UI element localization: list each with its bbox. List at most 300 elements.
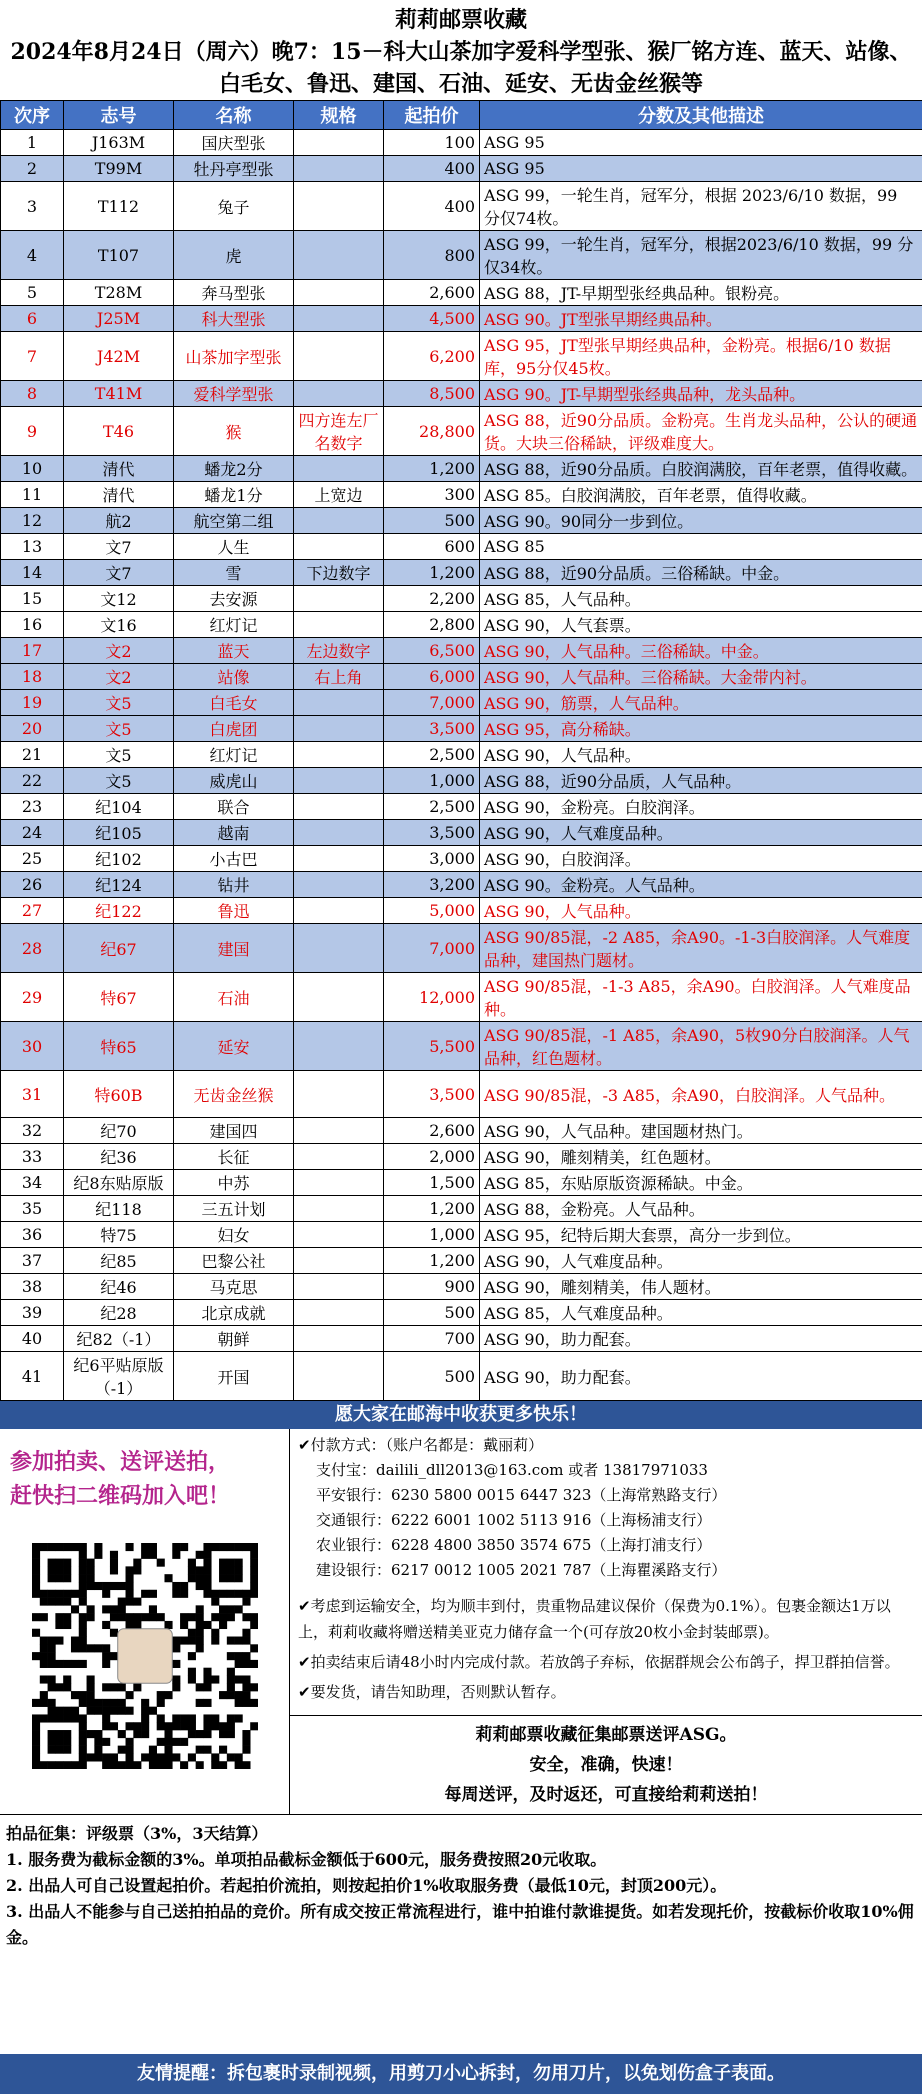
qr-module bbox=[125, 1621, 133, 1629]
qr-module bbox=[63, 1675, 71, 1683]
cell-name: 长征 bbox=[174, 1144, 294, 1170]
qr-module bbox=[242, 1598, 250, 1606]
qr-module bbox=[195, 1761, 203, 1769]
qr-module bbox=[94, 1582, 102, 1590]
qr-module bbox=[187, 1637, 195, 1645]
qr-module bbox=[32, 1566, 40, 1574]
qr-module bbox=[250, 1543, 258, 1551]
cell-no: 12 bbox=[1, 508, 64, 534]
qr-module bbox=[250, 1699, 258, 1707]
cell-desc: ASG 88，近90分品质。金粉亮。生肖龙头品种，公认的硬通货。大块三俗稀缺，评级难度大。 bbox=[480, 407, 922, 456]
cell-code: 特75 bbox=[64, 1222, 174, 1248]
cell-no: 31 bbox=[1, 1071, 64, 1118]
qr-module bbox=[47, 1590, 55, 1598]
table-row bbox=[1, 612, 922, 638]
qr-module bbox=[203, 1675, 211, 1683]
cell-no: 24 bbox=[1, 820, 64, 846]
qr-module bbox=[234, 1652, 242, 1660]
qr-module bbox=[39, 1761, 47, 1769]
cell-name: 蟠龙1分 bbox=[174, 482, 294, 508]
info-section bbox=[0, 1429, 922, 1815]
cell-desc: ASG 85，东贴原版资源稀缺。中金。 bbox=[480, 1170, 922, 1196]
cell-no: 40 bbox=[1, 1326, 64, 1352]
qr-module bbox=[187, 1629, 195, 1637]
cell-no: 36 bbox=[1, 1222, 64, 1248]
table-row bbox=[1, 742, 922, 768]
qr-module bbox=[250, 1590, 258, 1598]
table-row bbox=[1, 508, 922, 534]
qr-module bbox=[219, 1605, 227, 1613]
qr-module bbox=[203, 1551, 211, 1559]
cell-price: 7,000 bbox=[384, 690, 480, 716]
promo-line: 参加拍卖、送评送拍， bbox=[10, 1449, 231, 1475]
qr-module bbox=[63, 1730, 71, 1738]
qr-module bbox=[102, 1605, 110, 1613]
qr-module bbox=[63, 1761, 71, 1769]
qr-module bbox=[32, 1574, 40, 1582]
qr-module bbox=[133, 1621, 141, 1629]
cell-code: 纪8东贴原版 bbox=[64, 1170, 174, 1196]
cell-code: 特65 bbox=[64, 1022, 174, 1071]
qr-module bbox=[39, 1699, 47, 1707]
qr-module bbox=[78, 1753, 86, 1761]
table-row bbox=[1, 332, 922, 381]
qr-module bbox=[102, 1738, 110, 1746]
qr-module bbox=[148, 1590, 156, 1598]
cell-code: T41M bbox=[64, 381, 174, 407]
col-header-price: 起拍价 bbox=[384, 101, 480, 130]
cell-desc: ASG 88，JT-早期型张经典品种。银粉亮。 bbox=[480, 280, 922, 306]
cell-spec bbox=[294, 1300, 384, 1326]
cell-code: 纪118 bbox=[64, 1196, 174, 1222]
qr-module bbox=[156, 1714, 164, 1722]
qr-module bbox=[250, 1582, 258, 1590]
qr-module bbox=[47, 1746, 55, 1754]
qr-module bbox=[125, 1746, 133, 1754]
qr-module bbox=[242, 1660, 250, 1668]
qr-module bbox=[164, 1722, 172, 1730]
cell-name: 开国 bbox=[174, 1352, 294, 1401]
qr-module bbox=[195, 1613, 203, 1621]
qr-module bbox=[47, 1683, 55, 1691]
cell-name: 越南 bbox=[174, 820, 294, 846]
cell-price: 1,000 bbox=[384, 1222, 480, 1248]
qr-module bbox=[70, 1543, 78, 1551]
qr-module bbox=[39, 1543, 47, 1551]
qr-module bbox=[55, 1637, 63, 1645]
table-row bbox=[1, 1071, 922, 1118]
table-row bbox=[1, 794, 922, 820]
cell-desc: ASG 90/85混，-1-3 A85，余A90。白胶润泽。人气难度品种。 bbox=[480, 973, 922, 1022]
qr-module bbox=[242, 1675, 250, 1683]
cell-desc: ASG 95 bbox=[480, 130, 922, 156]
cell-spec bbox=[294, 1144, 384, 1170]
cell-desc: ASG 88，近90分品质。三俗稀缺。中金。 bbox=[480, 560, 922, 586]
cell-spec bbox=[294, 1326, 384, 1352]
cell-price: 500 bbox=[384, 1300, 480, 1326]
slogan bbox=[290, 1715, 922, 1814]
cell-name: 国庆型张 bbox=[174, 130, 294, 156]
header bbox=[0, 0, 922, 100]
cell-spec: 右上角 bbox=[294, 664, 384, 690]
qr-module bbox=[203, 1668, 211, 1676]
qr-module bbox=[195, 1699, 203, 1707]
table-row bbox=[1, 586, 922, 612]
qr-module bbox=[70, 1761, 78, 1769]
cell-code: 文12 bbox=[64, 586, 174, 612]
qr-module bbox=[187, 1714, 195, 1722]
cell-price: 2,600 bbox=[384, 280, 480, 306]
qr-module bbox=[250, 1551, 258, 1559]
qr-module bbox=[250, 1559, 258, 1567]
qr-module bbox=[203, 1722, 211, 1730]
cell-desc: ASG 90，人气品种。 bbox=[480, 898, 922, 924]
qr-module bbox=[47, 1699, 55, 1707]
qr-module bbox=[195, 1574, 203, 1582]
qr-module bbox=[234, 1699, 242, 1707]
col-header-spec: 规格 bbox=[294, 101, 384, 130]
qr-module bbox=[226, 1590, 234, 1598]
qr-module bbox=[172, 1683, 180, 1691]
qr-module bbox=[70, 1707, 78, 1715]
cell-no: 28 bbox=[1, 924, 64, 973]
qr-module bbox=[55, 1714, 63, 1722]
cell-price: 1,200 bbox=[384, 560, 480, 586]
qr-module bbox=[117, 1707, 125, 1715]
cell-name: 妇女 bbox=[174, 1222, 294, 1248]
qr-module bbox=[172, 1644, 180, 1652]
table-row bbox=[1, 1144, 922, 1170]
qr-module bbox=[102, 1590, 110, 1598]
cell-no: 32 bbox=[1, 1118, 64, 1144]
qr-module bbox=[172, 1722, 180, 1730]
cell-name: 石油 bbox=[174, 973, 294, 1022]
cell-price: 6,200 bbox=[384, 332, 480, 381]
cell-desc: ASG 88，近90分品质，人气品种。 bbox=[480, 768, 922, 794]
qr-module bbox=[125, 1738, 133, 1746]
qr-module bbox=[39, 1714, 47, 1722]
qr-module bbox=[219, 1543, 227, 1551]
qr-module bbox=[203, 1621, 211, 1629]
qr-module bbox=[102, 1660, 110, 1668]
table-row bbox=[1, 1326, 922, 1352]
cell-desc: ASG 95，高分稀缺。 bbox=[480, 716, 922, 742]
cell-code: T112 bbox=[64, 182, 174, 231]
qr-module bbox=[86, 1730, 94, 1738]
qr-module bbox=[102, 1714, 110, 1722]
qr-module bbox=[141, 1590, 149, 1598]
qr-module bbox=[148, 1605, 156, 1613]
cell-spec bbox=[294, 1274, 384, 1300]
cell-desc: ASG 95，JT型张早期经典品种，金粉亮。根据6/10 数据库，95分仅45枚。 bbox=[480, 332, 922, 381]
qr-module bbox=[125, 1613, 133, 1621]
qr-module bbox=[211, 1598, 219, 1606]
qr-module bbox=[234, 1590, 242, 1598]
cell-desc: ASG 90/85混，-3 A85，余A90，白胶润泽。人气品种。 bbox=[480, 1071, 922, 1118]
cell-no: 7 bbox=[1, 332, 64, 381]
qr-module bbox=[203, 1746, 211, 1754]
cell-spec bbox=[294, 716, 384, 742]
qr-module bbox=[94, 1551, 102, 1559]
qr-code[interactable] bbox=[32, 1543, 258, 1769]
qr-module bbox=[86, 1613, 94, 1621]
qr-module bbox=[172, 1714, 180, 1722]
cell-spec bbox=[294, 612, 384, 638]
table-row bbox=[1, 280, 922, 306]
qr-module bbox=[219, 1590, 227, 1598]
cell-price: 100 bbox=[384, 130, 480, 156]
qr-module bbox=[203, 1590, 211, 1598]
qr-module bbox=[133, 1598, 141, 1606]
cell-price: 6,500 bbox=[384, 638, 480, 664]
qr-module bbox=[86, 1574, 94, 1582]
cell-name: 爱科学型张 bbox=[174, 381, 294, 407]
qr-module bbox=[125, 1582, 133, 1590]
qr-module bbox=[32, 1699, 40, 1707]
cell-name: 站像 bbox=[174, 664, 294, 690]
qr-module bbox=[180, 1621, 188, 1629]
qr-module bbox=[250, 1566, 258, 1574]
table-row bbox=[1, 1196, 922, 1222]
qr-module bbox=[203, 1683, 211, 1691]
qr-module bbox=[125, 1566, 133, 1574]
cell-desc: ASG 88，近90分品质。白胶润满胶，百年老票，值得收藏。 bbox=[480, 456, 922, 482]
cell-desc: ASG 90/85混，-2 A85，余A90。-1-3白胶润泽。人气难度品种，建国热门题材。 bbox=[480, 924, 922, 973]
cell-code: T46 bbox=[64, 407, 174, 456]
qr-module bbox=[133, 1730, 141, 1738]
qr-module bbox=[63, 1574, 71, 1582]
cell-desc: ASG 90，雕刻精美，伟人题材。 bbox=[480, 1274, 922, 1300]
cell-desc: ASG 90，人气品种。三俗稀缺。中金。 bbox=[480, 638, 922, 664]
cell-name: 朝鲜 bbox=[174, 1326, 294, 1352]
qr-module bbox=[226, 1543, 234, 1551]
qr-module bbox=[156, 1559, 164, 1567]
col-header-name: 名称 bbox=[174, 101, 294, 130]
qr-module bbox=[141, 1753, 149, 1761]
qr-module bbox=[172, 1543, 180, 1551]
qr-module bbox=[63, 1660, 71, 1668]
qr-module bbox=[250, 1621, 258, 1629]
qr-module bbox=[78, 1613, 86, 1621]
cell-code: 纪122 bbox=[64, 898, 174, 924]
qr-module bbox=[219, 1559, 227, 1567]
qr-module bbox=[211, 1543, 219, 1551]
qr-module bbox=[180, 1613, 188, 1621]
qr-module bbox=[195, 1683, 203, 1691]
table-row bbox=[1, 768, 922, 794]
cell-desc: ASG 88，金粉亮。人气品种。 bbox=[480, 1196, 922, 1222]
qr-module bbox=[125, 1761, 133, 1769]
qr-module bbox=[39, 1644, 47, 1652]
qr-module bbox=[219, 1691, 227, 1699]
cell-no: 8 bbox=[1, 381, 64, 407]
qr-module bbox=[109, 1551, 117, 1559]
cell-code: 纪105 bbox=[64, 820, 174, 846]
qr-module bbox=[141, 1699, 149, 1707]
cell-price: 2,500 bbox=[384, 742, 480, 768]
qr-module bbox=[187, 1566, 195, 1574]
qr-module bbox=[234, 1574, 242, 1582]
cell-spec bbox=[294, 794, 384, 820]
qr-module bbox=[242, 1730, 250, 1738]
qr-module bbox=[109, 1753, 117, 1761]
table-row bbox=[1, 716, 922, 742]
qr-module bbox=[141, 1707, 149, 1715]
cell-name: 白虎团 bbox=[174, 716, 294, 742]
cell-code: 文2 bbox=[64, 638, 174, 664]
cell-price: 4,500 bbox=[384, 306, 480, 332]
cell-no: 38 bbox=[1, 1274, 64, 1300]
table-row bbox=[1, 306, 922, 332]
qr-module bbox=[109, 1652, 117, 1660]
cell-price: 600 bbox=[384, 534, 480, 560]
cell-desc: ASG 90，白胶润泽。 bbox=[480, 846, 922, 872]
qr-module bbox=[55, 1574, 63, 1582]
qr-module bbox=[141, 1714, 149, 1722]
qr-module bbox=[242, 1738, 250, 1746]
qr-center-logo bbox=[117, 1629, 172, 1684]
cell-desc: ASG 90。JT-早期型张经典品种，龙头品种。 bbox=[480, 381, 922, 407]
qr-module bbox=[180, 1543, 188, 1551]
cell-name: 人生 bbox=[174, 534, 294, 560]
qr-module bbox=[219, 1761, 227, 1769]
qr-module bbox=[250, 1660, 258, 1668]
qr-module bbox=[203, 1714, 211, 1722]
qr-module bbox=[125, 1753, 133, 1761]
cell-desc: ASG 90，雕刻精美，红色题材。 bbox=[480, 1144, 922, 1170]
qr-module bbox=[250, 1722, 258, 1730]
qr-module bbox=[148, 1707, 156, 1715]
cell-no: 41 bbox=[1, 1352, 64, 1401]
payment-info bbox=[290, 1429, 922, 1587]
qr-module bbox=[187, 1668, 195, 1676]
cell-no: 15 bbox=[1, 586, 64, 612]
qr-module bbox=[86, 1644, 94, 1652]
qr-module bbox=[47, 1652, 55, 1660]
qr-module bbox=[226, 1675, 234, 1683]
qr-module bbox=[141, 1730, 149, 1738]
table-row bbox=[1, 664, 922, 690]
cell-desc: ASG 99，一轮生肖，冠军分，根据 2023/6/10 数据，99 分仅74枚。 bbox=[480, 182, 922, 231]
qr-module bbox=[226, 1753, 234, 1761]
qr-module bbox=[195, 1730, 203, 1738]
qr-module bbox=[32, 1551, 40, 1559]
cell-no: 39 bbox=[1, 1300, 64, 1326]
qr-module bbox=[70, 1605, 78, 1613]
cell-spec bbox=[294, 1170, 384, 1196]
qr-module bbox=[102, 1707, 110, 1715]
qr-module bbox=[211, 1714, 219, 1722]
qr-module bbox=[226, 1683, 234, 1691]
qr-module bbox=[211, 1761, 219, 1769]
qr-module bbox=[78, 1738, 86, 1746]
qr-module bbox=[211, 1722, 219, 1730]
cell-desc: ASG 85 bbox=[480, 534, 922, 560]
qr-module bbox=[148, 1613, 156, 1621]
table-row bbox=[1, 1022, 922, 1071]
qr-module bbox=[226, 1566, 234, 1574]
qr-module bbox=[187, 1730, 195, 1738]
cell-name: 牡丹亭型张 bbox=[174, 156, 294, 182]
cell-name: 中苏 bbox=[174, 1170, 294, 1196]
table-row bbox=[1, 231, 922, 280]
table-body bbox=[1, 130, 922, 1401]
qr-module bbox=[47, 1738, 55, 1746]
qr-module bbox=[226, 1637, 234, 1645]
table-row bbox=[1, 182, 922, 231]
cell-name: 红灯记 bbox=[174, 742, 294, 768]
cell-code: 纪85 bbox=[64, 1248, 174, 1274]
qr-module bbox=[32, 1761, 40, 1769]
cell-no: 9 bbox=[1, 407, 64, 456]
qr-module bbox=[78, 1590, 86, 1598]
qr-module bbox=[109, 1605, 117, 1613]
cell-no: 34 bbox=[1, 1170, 64, 1196]
qr-module bbox=[39, 1598, 47, 1606]
cell-code: 纪70 bbox=[64, 1118, 174, 1144]
cell-name: 虎 bbox=[174, 231, 294, 280]
qr-module bbox=[148, 1753, 156, 1761]
qr-module bbox=[117, 1699, 125, 1707]
shipping-notes bbox=[290, 1587, 922, 1715]
cell-price: 2,000 bbox=[384, 1144, 480, 1170]
qr-module bbox=[172, 1551, 180, 1559]
qr-module bbox=[187, 1753, 195, 1761]
cell-code: 纪104 bbox=[64, 794, 174, 820]
qr-module bbox=[78, 1761, 86, 1769]
qr-module bbox=[226, 1605, 234, 1613]
qr-module bbox=[164, 1574, 172, 1582]
table-row bbox=[1, 560, 922, 586]
table-row bbox=[1, 407, 922, 456]
qr-module bbox=[117, 1730, 125, 1738]
cell-desc: ASG 90，人气品种。建国题材热门。 bbox=[480, 1118, 922, 1144]
qr-module bbox=[102, 1644, 110, 1652]
qr-module bbox=[102, 1722, 110, 1730]
qr-module bbox=[78, 1574, 86, 1582]
qr-module bbox=[55, 1683, 63, 1691]
qr-module bbox=[63, 1714, 71, 1722]
qr-module bbox=[203, 1574, 211, 1582]
qr-module bbox=[133, 1683, 141, 1691]
cell-name: 巴黎公社 bbox=[174, 1248, 294, 1274]
cell-price: 5,000 bbox=[384, 898, 480, 924]
qr-module bbox=[234, 1566, 242, 1574]
cell-name: 山茶加字型张 bbox=[174, 332, 294, 381]
qr-module bbox=[242, 1652, 250, 1660]
qr-module bbox=[219, 1722, 227, 1730]
page-subtitle: 2024年8月24日（周六）晚7：15－科大山茶加字爱科学型张、猴厂铭方连、蓝天、站像、白毛女、鲁迅、建国、石油、延安、无齿金丝猴等 bbox=[10, 39, 912, 97]
qr-module bbox=[133, 1761, 141, 1769]
qr-module bbox=[203, 1582, 211, 1590]
qr-module bbox=[156, 1613, 164, 1621]
cell-desc: ASG 99，一轮生肖，冠军分，根据2023/6/10 数据，99 分仅34枚。 bbox=[480, 231, 922, 280]
cell-no: 23 bbox=[1, 794, 64, 820]
qr-module bbox=[94, 1707, 102, 1715]
qr-code-image bbox=[32, 1543, 258, 1769]
qr-module bbox=[55, 1746, 63, 1754]
qr-module bbox=[78, 1637, 86, 1645]
qr-module bbox=[102, 1621, 110, 1629]
qr-module bbox=[32, 1746, 40, 1754]
qr-module bbox=[180, 1582, 188, 1590]
qr-module bbox=[195, 1746, 203, 1754]
qr-module bbox=[32, 1714, 40, 1722]
table-row bbox=[1, 898, 922, 924]
qr-module bbox=[78, 1699, 86, 1707]
cell-price: 2,600 bbox=[384, 1118, 480, 1144]
col-header-no: 次序 bbox=[1, 101, 64, 130]
